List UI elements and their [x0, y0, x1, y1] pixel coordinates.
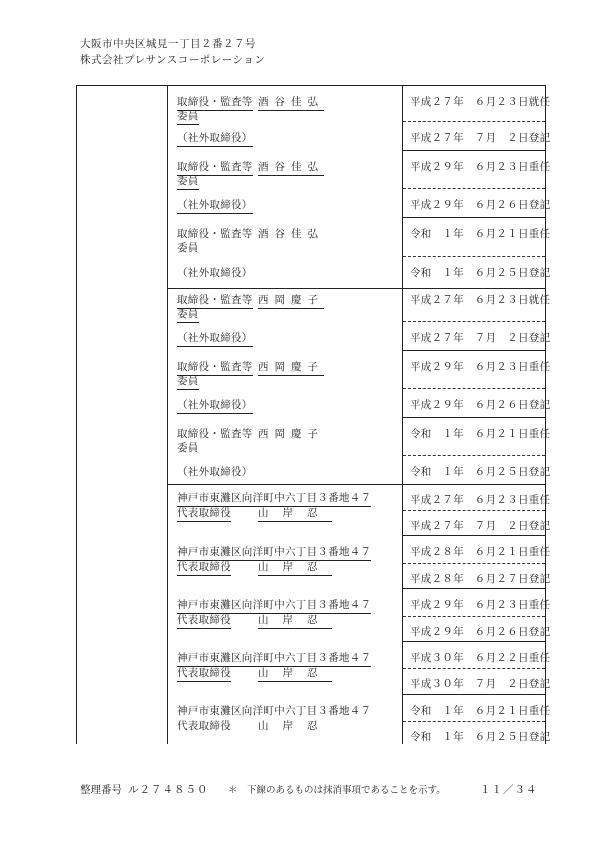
role-line2: 委員 [177, 306, 199, 323]
column-divider-right [402, 85, 403, 744]
event-date: 平成２９年 ６月２３日重任 [410, 599, 551, 611]
strikeout-note: ＊ 下線のあるものは抹消事項であることを示す。 [228, 785, 446, 796]
group-divider [167, 484, 546, 485]
officer-name: 酒谷佳弘 [258, 94, 324, 111]
date-separator [403, 321, 545, 322]
role-line1: 取締役・監査等 [177, 228, 253, 240]
event-date: 平成２９年 ６月２３日重任 [410, 161, 551, 173]
date-separator [403, 510, 545, 511]
officer-address: 神戸市東灘区向洋町中六丁目３番地４７ [177, 490, 371, 507]
registration-date: 令和 １年 ６月２５日登記 [410, 731, 551, 743]
officer-role: 代表取締役 [177, 720, 231, 732]
officer-name: 山岸忍 [258, 665, 332, 682]
officer-address: 神戸市東灘区向洋町中六丁目３番地４７ [177, 705, 372, 717]
date-row-divider [403, 350, 546, 351]
outside-director-note: （社外取締役） [177, 267, 253, 279]
officer-name: 西岡慶子 [258, 428, 324, 440]
date-separator [403, 668, 545, 669]
event-date: 平成２８年 ６月２１日重任 [410, 546, 551, 558]
officer-name: 山岸忍 [258, 612, 332, 629]
date-row-divider [403, 535, 546, 536]
officer-name: 山岸忍 [258, 505, 332, 522]
event-date: 平成２７年 ６月２３日就任 [410, 96, 551, 108]
registration-date: 平成２７年 ７月 ２日登記 [410, 132, 551, 144]
date-separator [403, 121, 545, 122]
registration-date: 平成２９年 ６月２６日登記 [410, 199, 551, 211]
registration-date: 令和 １年 ６月２５日登記 [410, 466, 551, 478]
date-separator [403, 256, 545, 257]
date-separator [403, 616, 545, 617]
outside-director-note: （社外取締役） [177, 397, 253, 414]
officer-name: 西岡慶子 [258, 292, 324, 309]
registration-date: 平成２７年 ７月 ２日登記 [410, 520, 551, 532]
officer-name: 山岸忍 [258, 559, 332, 576]
role-line1: 取締役・監査等 [177, 292, 253, 309]
officer-address: 神戸市東灘区向洋町中六丁目３番地４７ [177, 544, 371, 561]
date-separator [403, 455, 545, 456]
event-date: 平成２７年 ６月２３日就任 [410, 294, 551, 306]
registration-date: 平成２９年 ６月２６日登記 [410, 626, 551, 638]
date-row-divider [403, 588, 546, 589]
role-line2: 委員 [177, 442, 199, 454]
role-line1: 取締役・監査等 [177, 359, 253, 376]
officer-name: 酒谷佳弘 [258, 228, 324, 240]
registration-date: 令和 １年 ６月２５日登記 [410, 267, 551, 279]
registry-table [76, 85, 546, 744]
date-separator [403, 388, 545, 389]
officer-name: 山岸忍 [258, 720, 332, 732]
serial-label: 整理番号 [80, 784, 122, 796]
event-date: 平成３０年 ６月２２日重任 [410, 652, 551, 664]
outside-director-note: （社外取締役） [177, 130, 253, 147]
event-date: 平成２７年 ６月２３日重任 [410, 494, 551, 506]
event-date: 令和 １年 ６月２１日重任 [410, 228, 551, 240]
outside-director-note: （社外取締役） [177, 197, 253, 214]
date-row-divider [403, 694, 546, 695]
role-line2: 委員 [177, 108, 199, 125]
role-line2: 委員 [177, 242, 199, 254]
date-row-divider [403, 417, 546, 418]
event-date: 令和 １年 ６月２１日重任 [410, 428, 551, 440]
role-line1: 取締役・監査等 [177, 428, 253, 440]
officer-role: 代表取締役 [177, 665, 231, 682]
outside-director-note: （社外取締役） [177, 466, 253, 478]
column-divider-left [167, 85, 168, 744]
officer-role: 代表取締役 [177, 559, 231, 576]
role-line2: 委員 [177, 173, 199, 190]
page-number: １１／３４ [480, 784, 538, 796]
registration-date: 平成３０年 ７月 ２日登記 [410, 678, 551, 690]
outside-director-note: （社外取締役） [177, 330, 253, 347]
date-separator [403, 563, 545, 564]
officer-address: 神戸市東灘区向洋町中六丁目３番地４７ [177, 650, 371, 667]
company-address: 大阪市中央区城見一丁目２番２７号 [80, 38, 256, 50]
officer-role: 代表取締役 [177, 612, 231, 629]
role-line1: 取締役・監査等 [177, 94, 253, 111]
officer-role: 代表取締役 [177, 505, 231, 522]
officer-name: 西岡慶子 [258, 359, 324, 376]
date-row-divider [403, 641, 546, 642]
date-row-divider [403, 150, 546, 151]
group-divider [167, 288, 546, 289]
event-date: 平成２９年 ６月２３日重任 [410, 361, 551, 373]
company-name: 株式会社プレサンスコーポレーション [80, 54, 266, 66]
registration-date: 平成２７年 ７月 ２日登記 [410, 332, 551, 344]
role-line2: 委員 [177, 373, 199, 390]
date-separator [403, 721, 545, 722]
date-separator [403, 188, 545, 189]
officer-address: 神戸市東灘区向洋町中六丁目３番地４７ [177, 597, 371, 614]
serial-number: ル２７４８５０ [128, 784, 209, 796]
registration-date: 平成２９年 ６月２６日登記 [410, 399, 551, 411]
role-line1: 取締役・監査等 [177, 159, 253, 176]
registration-date: 平成２８年 ６月２７日登記 [410, 573, 551, 585]
date-row-divider [403, 217, 546, 218]
officer-name: 酒谷佳弘 [258, 159, 324, 176]
event-date: 令和 １年 ６月２１日重任 [410, 705, 551, 717]
